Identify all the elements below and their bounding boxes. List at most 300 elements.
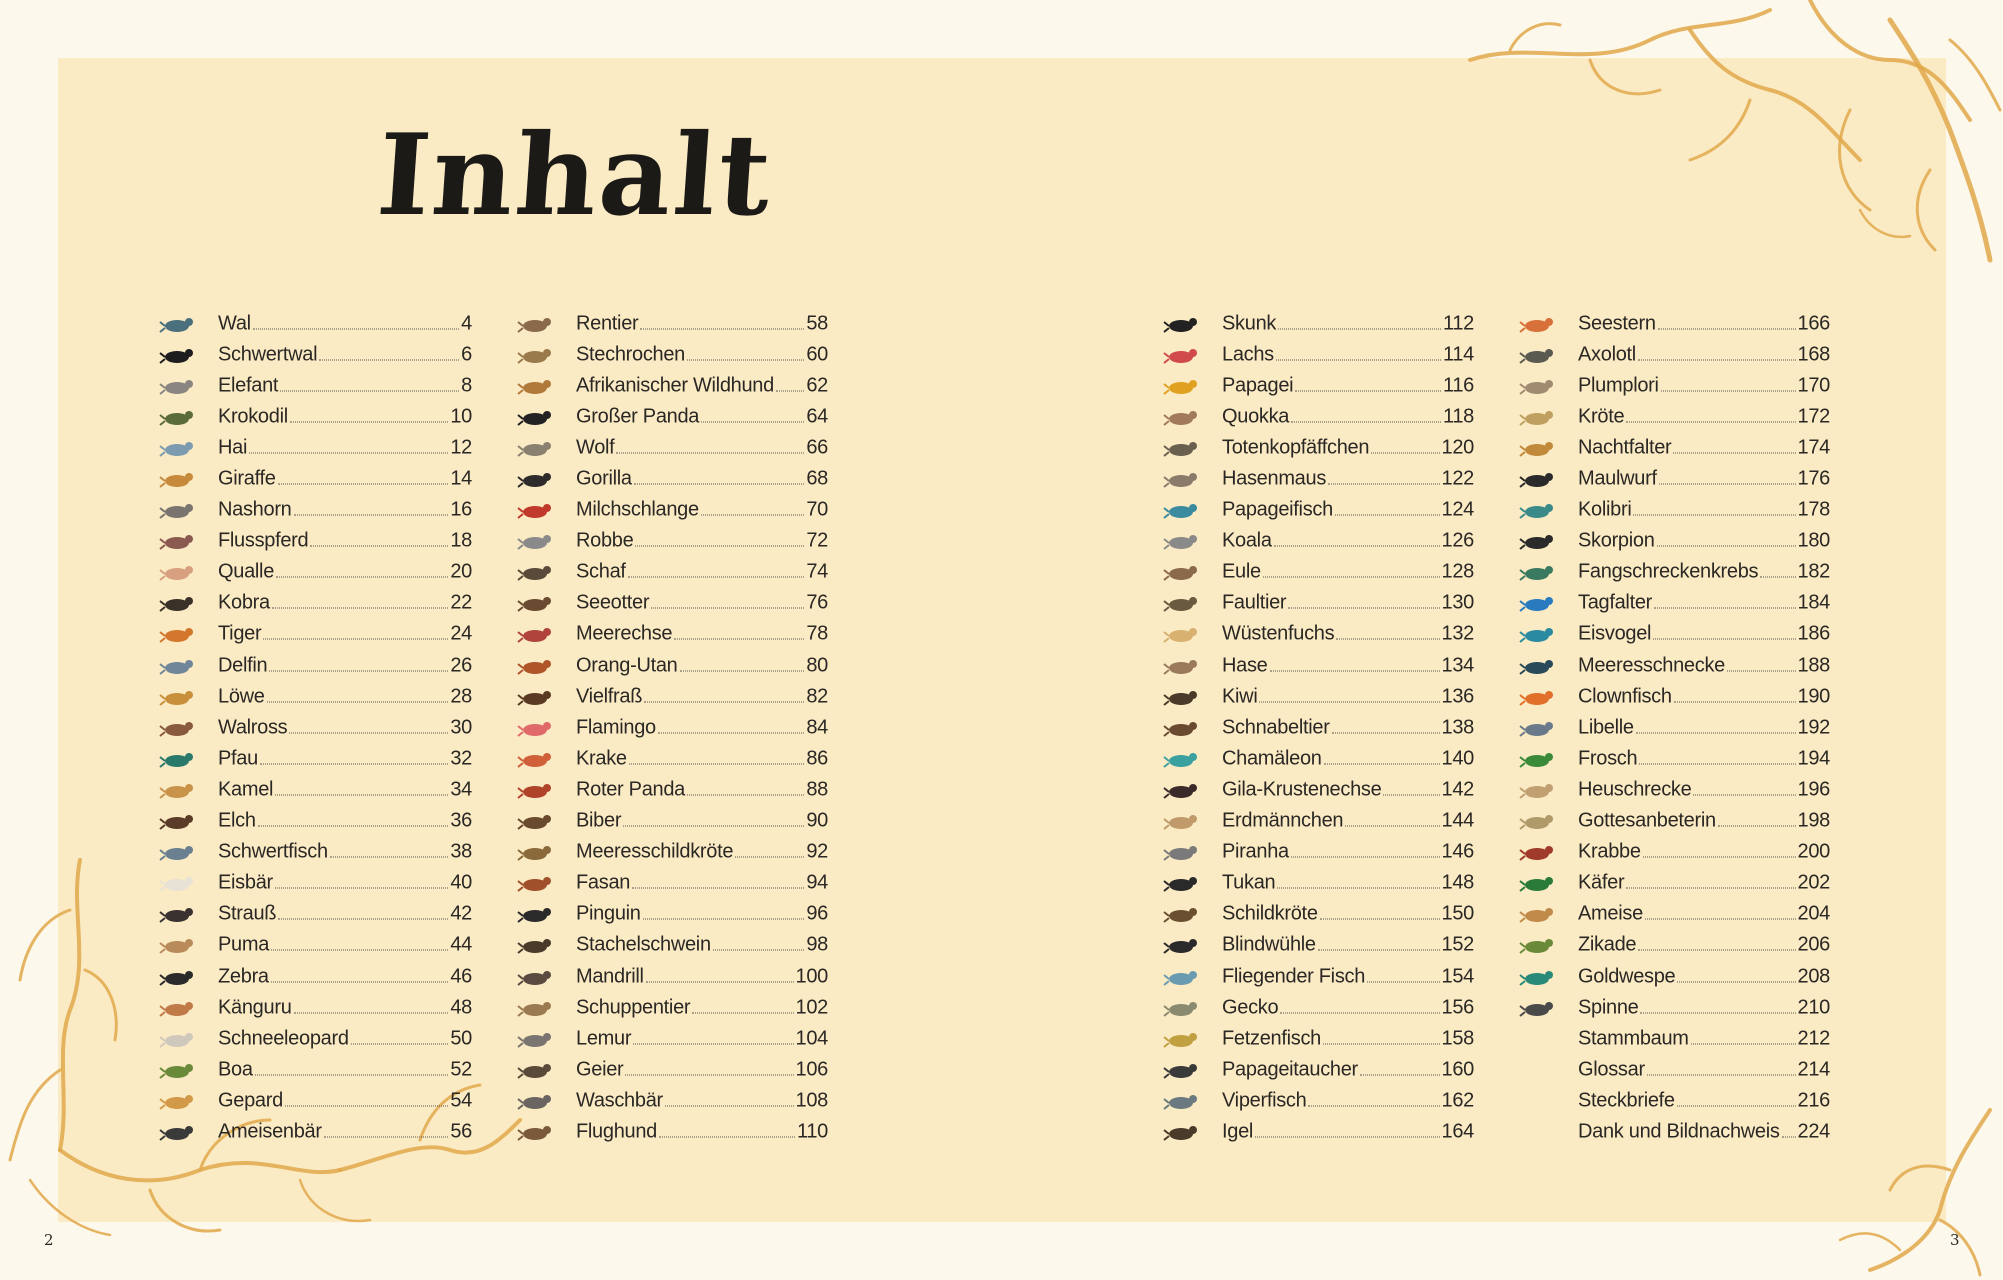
toc-entry-title: Seeotter [576,591,650,614]
dot-leader [640,328,804,329]
toc-entry-page: 162 [1441,1089,1474,1112]
toc-entry[interactable] [516,495,828,526]
toc-entry-title: Pfau [218,747,258,770]
dot-leader [249,452,448,453]
toc-entry[interactable] [516,650,828,681]
toc-entry-page: 116 [1443,374,1474,397]
toc-entry[interactable] [158,463,472,494]
toad-icon [1518,406,1558,428]
toc-entry[interactable] [516,806,828,837]
dot-leader [1654,608,1796,609]
dot-leader [267,701,449,702]
toc-entry[interactable] [516,1085,828,1116]
toc-entry-text [218,996,472,1019]
toc-entry-text [218,747,472,770]
toc-entry-text [1222,1058,1474,1081]
toc-entry[interactable] [1162,339,1474,370]
toc-entry[interactable] [516,1023,828,1054]
toc-entry[interactable] [158,1085,472,1116]
toc-entry[interactable] [1518,339,1830,370]
toc-entry-page: 154 [1441,965,1474,988]
toc-entry[interactable] [1162,806,1474,837]
toc-entry-page: 150 [1441,902,1474,925]
toc-entry[interactable] [1162,432,1474,463]
toc-entry-text [218,903,472,926]
toc-entry-title: Pinguin [576,902,641,925]
toc-entry[interactable] [158,961,472,992]
toc-entry-text [1578,841,1830,864]
toc-entry-page: 156 [1441,996,1474,1019]
toc-entry[interactable] [1518,899,1830,930]
toc-entry-text [1222,405,1474,428]
toc-entry-text [218,965,472,988]
dot-leader [680,670,805,671]
cheetah-icon [158,1090,198,1112]
toc-entry[interactable] [158,899,472,930]
toc-entry-title: Stammbaum [1578,1027,1689,1050]
toc-entry-text [218,623,472,646]
toc-entry[interactable] [516,681,828,712]
meerkat-icon [1162,810,1202,832]
peacock-icon [158,748,198,770]
toc-entry-page: 168 [1797,343,1830,366]
toc-entry-title: Fangschreckenkrebs [1578,560,1759,583]
wolf-icon [516,437,556,459]
dot-leader [1658,328,1796,329]
toc-entry[interactable] [516,712,828,743]
toc-entry-text [1222,436,1474,459]
toc-entry-page: 122 [1441,467,1474,490]
toc-entry-page: 62 [806,374,828,397]
toc-entry[interactable] [1162,992,1474,1023]
toc-entry-title: Viperfisch [1222,1089,1307,1112]
toc-entry-title: Käfer [1578,871,1625,894]
toc-entry[interactable] [1162,837,1474,868]
empty-icon-slot [1518,1090,1558,1112]
toc-entry[interactable] [1518,370,1830,401]
toc-entry[interactable] [516,557,828,588]
toc-entry[interactable] [1518,432,1830,463]
toc-entry[interactable] [516,619,828,650]
toc-entry-page: 176 [1797,467,1830,490]
toc-entry-page: 4 [461,312,472,335]
toc-entry-text [218,1027,472,1050]
toc-entry-title: Hai [218,436,248,459]
toc-entry[interactable] [1162,495,1474,526]
toc-entry-title: Ameisenbär [218,1120,322,1143]
toc-entry-title: Axolotl [1578,343,1636,366]
toc-entry[interactable] [516,370,828,401]
dot-leader [1626,888,1795,889]
toc-entry-page: 144 [1441,809,1474,832]
toc-entry-text [1222,965,1474,988]
quokka-icon [1162,406,1202,428]
toc-entry[interactable] [1162,619,1474,650]
toc-entry-title: Heuschrecke [1578,778,1692,801]
toc-entry[interactable] [1162,463,1474,494]
toc-entry[interactable] [1518,619,1830,650]
toc-entry[interactable] [158,308,472,339]
porcupine-icon [516,934,556,956]
toc-entry[interactable] [1162,557,1474,588]
toc-entry-page: 146 [1441,840,1474,863]
dot-leader [271,981,449,982]
toc-entry[interactable] [516,899,828,930]
toc-entry[interactable] [1518,650,1830,681]
toc-entry-text [1578,965,1830,988]
dot-leader [1288,608,1439,609]
toc-entry[interactable] [1518,930,1830,961]
toc-entry-page: 72 [806,529,828,552]
toc-entry[interactable] [158,339,472,370]
toc-entry[interactable] [1162,868,1474,899]
toc-entry[interactable] [1162,588,1474,619]
toc-entry-page: 204 [1797,902,1830,925]
toc-entry-page: 136 [1441,685,1474,708]
toc-entry[interactable] [158,930,472,961]
toc-entry-title: Tagfalter [1578,591,1653,614]
dot-leader [1383,794,1439,795]
toc-entry[interactable] [1518,774,1830,805]
dot-leader [1255,1136,1439,1137]
dot-leader [629,763,805,764]
toc-entry[interactable] [1518,1023,1830,1054]
toc-entry-title: Gottesanbeterin [1578,809,1716,832]
toc-entry[interactable] [158,650,472,681]
toc-entry[interactable] [158,1116,472,1147]
jellyfish-icon [158,561,198,583]
cicada-icon [1518,934,1558,956]
toc-entry-text [1578,810,1830,833]
toc-entry-page: 26 [450,654,472,677]
dot-leader [1367,981,1439,982]
toc-entry[interactable] [158,868,472,899]
dot-leader [278,919,448,920]
toc-entry[interactable] [158,743,472,774]
toc-entry-title: Afrikanischer Wildhund [576,374,774,397]
dot-leader [263,639,448,640]
toc-entry-page: 200 [1797,840,1830,863]
toc-entry[interactable] [1518,588,1830,619]
toc-entry-page: 90 [806,809,828,832]
toc-entry-page: 126 [1441,529,1474,552]
toc-entry[interactable] [516,401,828,432]
toc-entry-page: 160 [1441,1058,1474,1081]
ant-icon [1518,903,1558,925]
toc-entry-title: Faultier [1222,591,1287,614]
toc-entry-title: Wolf [576,436,615,459]
toc-entry-title: Gecko [1222,996,1279,1019]
dot-leader [1661,390,1796,391]
toc-entry-page: 16 [450,498,472,521]
toc-entry[interactable] [1518,992,1830,1023]
toc-entry[interactable] [516,339,828,370]
toc-entry[interactable] [1162,930,1474,961]
mantis-shrimp-icon [1518,561,1558,583]
toc-entry[interactable] [1518,712,1830,743]
toc-entry[interactable] [158,992,472,1023]
dot-leader [701,515,805,516]
toc-entry-page: 212 [1797,1027,1830,1050]
toc-entry[interactable] [1162,401,1474,432]
toc-entry-page: 76 [806,591,828,614]
toc-entry[interactable] [1518,463,1830,494]
toc-entry-title: Clownfisch [1578,685,1672,708]
frog-icon [1518,748,1558,770]
toc-entry-text [1578,374,1830,397]
toc-entry-title: Waschbär [576,1089,663,1112]
toc-entry[interactable] [1518,1085,1830,1116]
toc-entry[interactable] [516,961,828,992]
toc-entry-text [1578,530,1830,553]
toc-entry[interactable] [158,837,472,868]
toc-entry-title: Lachs [1222,343,1274,366]
toc-entry[interactable] [158,401,472,432]
toc-entry-text [1222,312,1474,335]
toc-entry-title: Puma [218,933,270,956]
toc-entry[interactable] [1518,308,1830,339]
beetle-icon [1518,872,1558,894]
salmon-icon [1162,344,1202,366]
gorilla-icon [516,468,556,490]
toc-entry-page: 96 [806,902,828,925]
toc-entry-title: Biber [576,809,622,832]
toc-entry-title: Orang-Utan [576,654,678,677]
toc-entry[interactable] [516,588,828,619]
toc-entry[interactable] [1162,961,1474,992]
toc-entry[interactable] [158,588,472,619]
toc-entry[interactable] [1162,899,1474,930]
toc-entry[interactable] [516,743,828,774]
toc-entry-title: Schnabeltier [1222,716,1330,739]
toc-entry[interactable] [1518,961,1830,992]
toc-entry-text [576,996,828,1019]
toc-entry[interactable] [1518,557,1830,588]
toc-entry-text [1222,530,1474,553]
gila-monster-icon [1162,779,1202,801]
toc-entry-text [1578,312,1830,335]
toc-entry-text [218,312,472,335]
toc-entry[interactable] [1162,774,1474,805]
dot-leader [330,857,449,858]
toc-entry-page: 202 [1797,871,1830,894]
toc-entry[interactable] [516,774,828,805]
toc-entry-title: Schaf [576,560,626,583]
toc-entry-page: 114 [1443,343,1474,366]
dot-leader [1259,701,1439,702]
toc-entry-page: 152 [1441,933,1474,956]
toc-entry-text [218,778,472,801]
toc-entry-title: Schuppentier [576,996,691,1019]
toc-entry[interactable] [1518,868,1830,899]
slow-loris-icon [1518,375,1558,397]
dot-leader [623,826,804,827]
hummingbird-icon [1518,499,1558,521]
toc-entry-page: 80 [806,654,828,677]
toc-entry[interactable] [1518,495,1830,526]
dot-leader [1693,794,1795,795]
toc-entry[interactable] [516,868,828,899]
dot-leader [687,359,804,360]
dot-leader [1332,732,1440,733]
toc-entry-page: 92 [806,840,828,863]
toc-entry[interactable] [516,992,828,1023]
toc-entry[interactable] [158,370,472,401]
toc-entry-page: 24 [450,622,472,645]
dot-leader [275,888,448,889]
toc-entry[interactable] [158,712,472,743]
toc-entry[interactable] [1162,526,1474,557]
toc-entry[interactable] [158,619,472,650]
toc-entry-page: 206 [1797,933,1830,956]
toc-entry[interactable] [1518,1116,1830,1147]
ostrich-icon [158,903,198,925]
toc-entry[interactable] [1518,526,1830,557]
toc-entry[interactable] [516,463,828,494]
toc-entry-title: Kobra [218,591,270,614]
toc-entry[interactable] [1162,308,1474,339]
toc-entry[interactable] [1162,1054,1474,1085]
toc-entry-text [576,561,828,584]
toc-entry-page: 60 [806,343,828,366]
toc-entry[interactable] [516,930,828,961]
toc-entry[interactable] [1162,1116,1474,1147]
toc-entry[interactable] [158,526,472,557]
toc-entry-title: Goldwespe [1578,965,1676,988]
toc-entry[interactable] [1162,370,1474,401]
toc-entry-title: Mandrill [576,965,644,988]
coral-ornament-bottom-right [1797,1089,2003,1280]
sea-otter-icon [516,592,556,614]
dot-leader [1677,981,1795,982]
toc-entry-text [1222,654,1474,677]
dot-leader [633,1043,793,1044]
toc-entry-title: Känguru [218,996,292,1019]
empty-icon-slot [1518,1059,1558,1081]
toc-entry[interactable] [516,837,828,868]
empty-icon-slot [1518,1121,1558,1143]
toc-entry-title: Tiger [218,622,262,645]
clownfish-icon [1518,686,1558,708]
toc-entry-title: Kolibri [1578,498,1632,521]
orangutan-icon [516,655,556,677]
toc-entry-title: Lemur [576,1027,632,1050]
toc-entry-title: Glossar [1578,1058,1645,1081]
toc-entry-title: Gorilla [576,467,632,490]
toc-entry[interactable] [1162,743,1474,774]
toc-entry-page: 132 [1441,622,1474,645]
camel-icon [158,779,198,801]
dot-leader [735,857,804,858]
toc-entry-text [1222,1089,1474,1112]
toc-entry[interactable] [516,526,828,557]
toc-entry[interactable] [516,432,828,463]
dot-leader [310,546,448,547]
toc-entry[interactable] [1162,681,1474,712]
toc-entry-page: 198 [1797,809,1830,832]
toc-entry-page: 142 [1441,778,1474,801]
toc-entry[interactable] [1162,712,1474,743]
toc-entry[interactable] [1162,1085,1474,1116]
toc-entry-text [1578,934,1830,957]
toc-entry-text [1578,872,1830,895]
toc-entry[interactable] [1518,743,1830,774]
toc-entry-text [576,468,828,491]
sheep-icon [516,561,556,583]
toc-entry[interactable] [1518,681,1830,712]
toc-entry-title: Kröte [1578,405,1625,428]
toc-entry[interactable] [158,806,472,837]
toc-entry[interactable] [158,495,472,526]
toc-entry-page: 120 [1441,436,1474,459]
toc-entry-page: 128 [1441,560,1474,583]
moth-icon [1518,437,1558,459]
toc-entry[interactable] [516,1116,828,1147]
toc-entry-title: Dank und Bildnachweis [1578,1120,1780,1143]
toc-entry[interactable] [1518,1054,1830,1085]
toc-entry-title: Kiwi [1222,685,1258,708]
toc-entry-page: 102 [795,996,828,1019]
toc-entry-page: 208 [1797,965,1830,988]
gecko-icon [1162,997,1202,1019]
toc-entry[interactable] [158,774,472,805]
toc-entry[interactable] [158,681,472,712]
toc-entry-text [1222,468,1474,491]
toc-entry[interactable] [1162,1023,1474,1054]
toc-entry-text [576,747,828,770]
leafy-seadragon-icon [1162,1028,1202,1050]
dolphin-icon [158,655,198,677]
toc-entry[interactable] [1518,401,1830,432]
toc-entry-page: 56 [450,1120,472,1143]
toc-entry-text [1222,685,1474,708]
toc-entry[interactable] [1518,837,1830,868]
toc-entry[interactable] [158,557,472,588]
toc-entry-title: Fasan [576,871,631,894]
dot-leader [324,1136,449,1137]
toc-entry-text [576,1120,828,1143]
toc-entry[interactable] [158,1023,472,1054]
toc-entry-page: 130 [1441,591,1474,614]
toc-entry[interactable] [1518,806,1830,837]
toc-entry[interactable] [1162,650,1474,681]
toc-entry[interactable] [158,432,472,463]
toc-entry-page: 84 [806,716,828,739]
toc-entry-title: Robbe [576,529,634,552]
empty-icon-slot [1518,1028,1558,1050]
sea-slug-icon [1518,655,1558,677]
dot-leader [1280,1012,1439,1013]
toc-entry-title: Meerechse [576,622,673,645]
dot-leader [1308,1105,1439,1106]
toc-entry-text [576,312,828,335]
toc-entry-page: 196 [1797,778,1830,801]
toc-entry-title: Giraffe [218,467,276,490]
toc-entry-title: Wal [218,312,251,335]
toc-entry-title: Zikade [1578,933,1637,956]
toc-entry-page: 34 [450,778,472,801]
toc-entry[interactable] [516,308,828,339]
toc-entry-page: 50 [450,1027,472,1050]
dot-leader [1760,577,1795,578]
toc-entry-text [1222,1120,1474,1143]
toc-entry-text [218,685,472,708]
dot-leader [1345,826,1439,827]
toc-entry-text [1578,685,1830,708]
skunk-icon [1162,313,1202,335]
toc-entry[interactable] [158,1054,472,1085]
toc-entry[interactable] [516,1054,828,1085]
